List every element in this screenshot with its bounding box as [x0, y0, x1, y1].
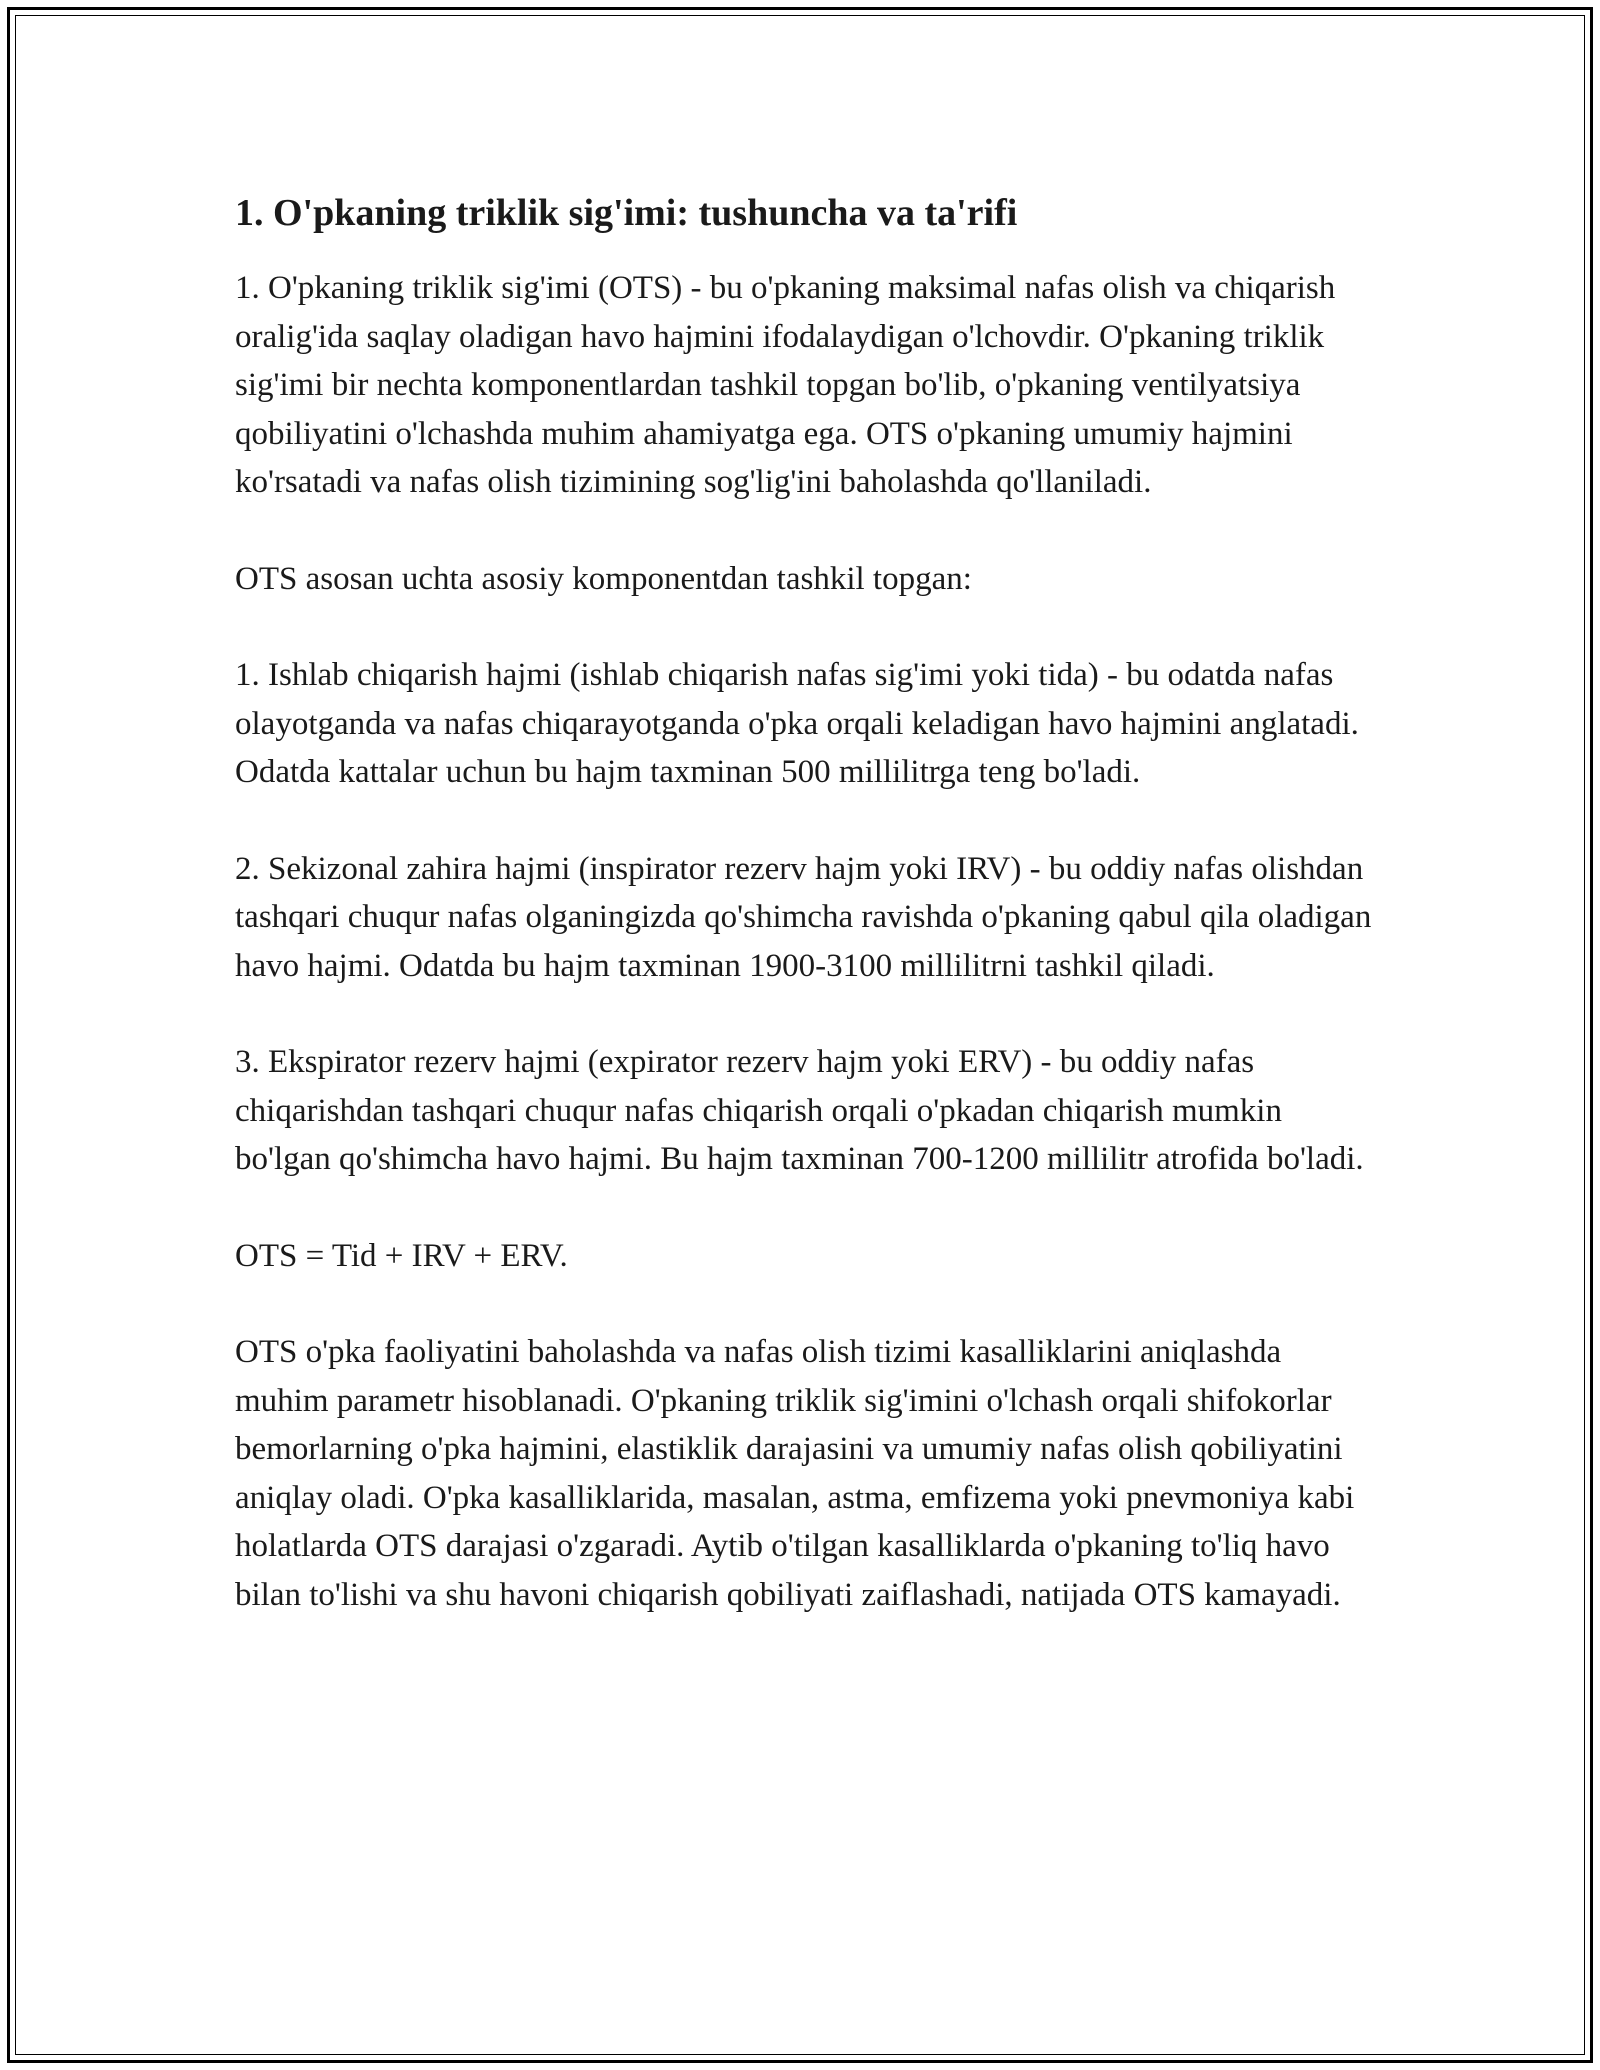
paragraph-tidal-volume: 1. Ishlab chiqarish hajmi (ishlab chiqarish nafas sig'imi yoki tida) - bu odatda nafas olayotganda va nafas chiqarayotganda o'pka orqali keladigan havo hajmini anglatadi. Odatda kattalar uchun bu hajm taxminan 500 millilitrga teng bo'ladi. [235, 657, 1359, 790]
paragraph-irv: 2. Sekizonal zahira hajmi (inspirator rezerv hajm yoki IRV) - bu oddiy nafas olishdan tashqari chuqur nafas olganingizda qo'shimcha ravishda o'pkaning qabul qila oladigan havo hajmi. Odatda bu hajm taxminan 1900-3100 millilitrni tashkil qiladi. [235, 850, 1372, 984]
paragraph-definition: 1. O'pkaning triklik sig'imi (OTS) - bu o'pkaning maksimal nafas olish va chiqarish oralig'ida saqlay oladigan havo hajmini ifodalaydigan o'lchovdir. O'pkaning triklik sig'imi bir nechta komponentlardan tashkil topgan bo'lib, o'pkaning ventilyatsiya qobiliyatini o'lchashda muhim ahamiyatga ega. OTS o'pkaning umumiy hajmini ko'rsatadi va nafas olish tizimining sog'lig'ini baholashda qo'llaniladi. [235, 270, 1336, 500]
paragraph-clinical-significance: OTS o'pka faoliyatini baholashda va nafas olish tizimi kasalliklarini aniqlashda muhim parametr hisoblanadi. O'pkaning triklik sig'imini o'lchash orqali shifokorlar bemorlarning o'pka hajmini, elastiklik darajasini va umumiy nafas olish qobiliyatini aniqlay oladi. O'pka kasalliklarida, masalan, astma, emfizema yoki pnevmoniya kabi holatlarda OTS darajasi o'zgaradi. Aytib o'tilgan kasalliklarda o'pkaning to'liq havo bilan to'lishi va shu havoni chiqarish qobiliyati zaiflashadi, natijada OTS kamayadi. [235, 1334, 1355, 1613]
document-body [235, 187, 1375, 1667]
paragraph-formula: OTS = Tid + IRV + ERV. [235, 1237, 568, 1274]
paragraph-components-intro: OTS asosan uchta asosiy komponentdan tashkil topgan: [235, 560, 972, 597]
document-heading: 1. O'pkaning triklik sig'imi: tushuncha va ta'rifi [235, 192, 1018, 234]
paragraph-erv: 3. Ekspirator rezerv hajmi (expirator rezerv hajm yoki ERV) - bu oddiy nafas chiqarishdan tashqari chuqur nafas chiqarish orqali o'pkadan chiqarish mumkin bo'lgan qo'shimcha havo hajmi. Bu hajm taxminan 700-1200 millilitr atrofida bo'ladi. [235, 1044, 1364, 1177]
